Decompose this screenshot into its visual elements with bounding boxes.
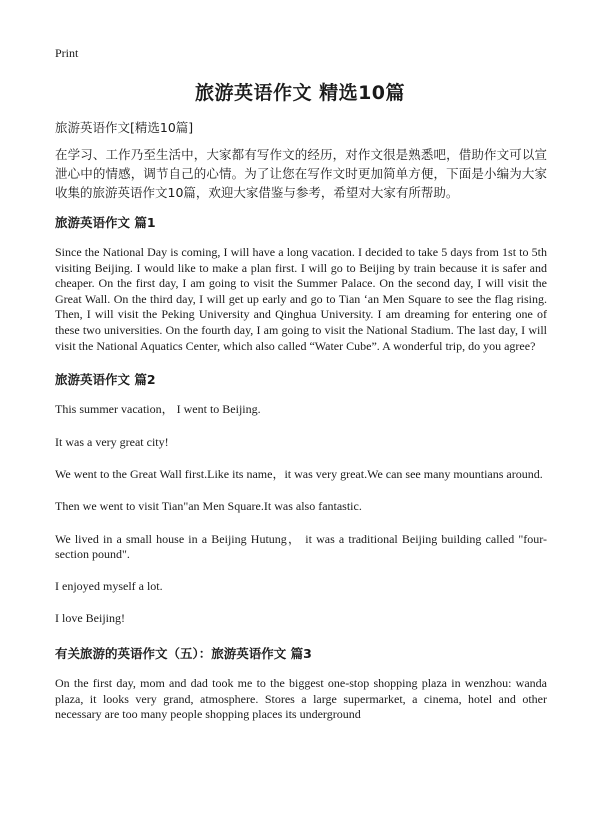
document-content [55, 118, 547, 739]
essay2-paragraph-5: We lived in a small house in a Beijing Hutung， it was a traditional Beijing building called "four-section pound". [55, 531, 547, 562]
essay2-paragraph-7: I love Beijing! [55, 611, 125, 626]
page-title: 旅游英语作文 精选10篇 [194, 82, 406, 104]
essay3-heading: 有关旅游的英语作文（五）：旅游英语作文 篇3 [55, 645, 312, 661]
intro-paragraph: 在学习、工作乃至生活中，大家都有写作文的经历，对作文很是熟悉吧，借助作文可以宣泄心中的情感，调节自己的心情。为了让您在写作文时更加简单方便，下面是小编为大家收集的旅游英语作文10篇，欢迎大家借鉴与参考，希望对大家有所帮助。 [55, 147, 547, 200]
essay1-heading: 旅游英语作文 篇1 [55, 215, 156, 230]
essay1-body: Since the National Day is coming, I will have a long vacation. I decided to take 5 days from 1st to 5th visiting Beijing. I would like to make a plan first. I will go to Beijing by train because it is safer and cheaper. On the first day, I am going to visit the Summer Palace. On the second day, I will visit the Great Wall. On the third day, I will get up early and go to Tian ‘an Men Square to see the flag rising. Then, I will visit the Peking University and Qinghua University. I am dreaming for entering one of these two universities. On the fourth day, I am going to visit the National Stadium. The last day, I will visit the National Aquatics Center, which also called “Water Cube”. A wonderful trip, do you agree? [55, 245, 547, 353]
essay3-body: On the first day, mom and dad took me to the biggest one-stop shopping plaza in wenzhou: wanda plaza, it looks very grand, atmosphere. Stores a large supermarket, a cinema, hotel and other necessary are too many people shopping places its underground [55, 675, 547, 722]
essay2-paragraph-1: This summer vacation， I went to Beijing. [55, 402, 261, 417]
document-subtitle: 旅游英语作文[精选10篇] [55, 120, 194, 135]
essay2-heading: 旅游英语作文 篇2 [55, 372, 156, 388]
essay2-paragraph-4: Then we went to visit Tian"an Men Square.It was also fantastic. [55, 498, 362, 513]
print-label: Print [55, 46, 79, 60]
essay2-paragraph-6: I enjoyed myself a lot. [55, 578, 163, 593]
essay2-paragraph-3: We went to the Great Wall first.Like its name，it was very great.We can see many mountians around. [55, 467, 543, 482]
essay2-paragraph-2: It was a very great city! [55, 434, 169, 449]
